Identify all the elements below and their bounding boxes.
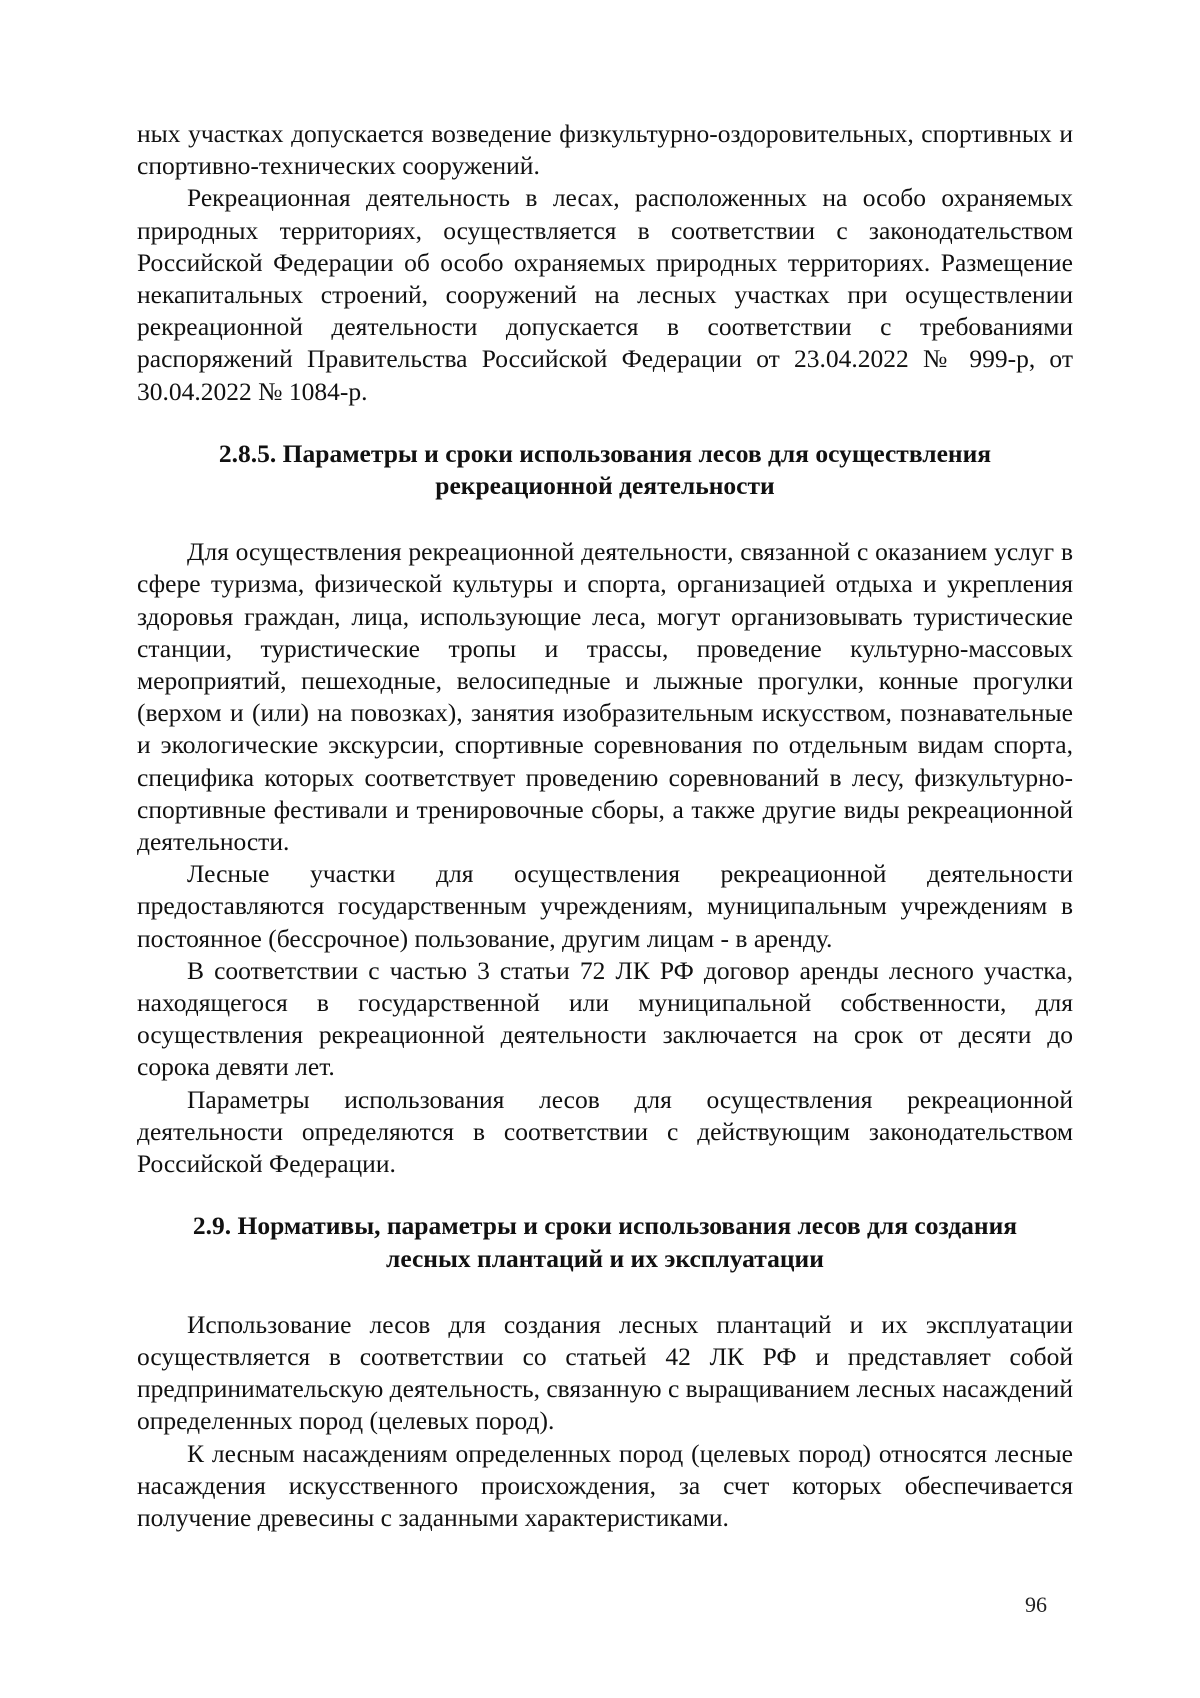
forest-plots-provision-paragraph: Лесные участки для осуществления рекреационной деятельности предоставляются государственным учреждениям, муниципальным учреждениям в постоянное (бессрочное) пользование, другим лицам - в аренду.	[137, 859, 1073, 953]
continued-paragraph: ных участках допускается возведение физкультурно-оздоровительных, спортивных и спортивно-технических сооружений.	[137, 119, 1073, 181]
recreation-activities-paragraph: Для осуществления рекреационной деятельности, связанной с оказанием услуг в сфере туризма, физической культуры и спорта, организацией отдыха и укрепления здоровья граждан, лица, использующие леса, могут организовывать туристические станции, туристические тропы и трассы, проведение культурно-массовых мероприятий, пешеходные, велосипедные и лыжные прогулки, конные прогулки (верхом и (или) на повозках), занятия изобразительным искусством, познавательные и экологические экскурсии, спортивные соревнования по отдельным видам спорта, специфика которых соответствует проведению соревнований в лесу, физкультурно-спортивные фестивали и тренировочные сборы, а также другие виды рекреационной деятельности.	[137, 537, 1073, 857]
section-2-8-5-heading: 2.8.5. Параметры и сроки использования лесов для осуществления рекреационной деятельности	[218, 438, 992, 501]
forest-plantations-paragraph: Использование лесов для создания лесных плантаций и их эксплуатации осуществляется в соответствии со статьей 42 ЛК РФ и представляет собой предпринимательскую деятельность, связанную с выращиванием лесных насаждений определенных пород (целевых пород).	[137, 1309, 1073, 1436]
lease-term-paragraph: В соответствии с частью 3 статьи 72 ЛК РФ договор аренды лесного участка, находящегося в государственной или муниципальной собственности, для осуществления рекреационной деятельности заключается на срок от десяти до сорока девяти лет.	[137, 955, 1073, 1082]
page-body	[137, 118, 1073, 1534]
usage-parameters-paragraph: Параметры использования лесов для осуществления рекреационной деятельности определяются в соответствии с действующим законодательством Российской Федерации.	[137, 1084, 1073, 1179]
section-2-9-heading: 2.9. Нормативы, параметры и сроки использования лесов для создания лесных плантаций и их эксплуатации	[192, 1211, 1018, 1273]
page-number: 96	[1025, 1592, 1047, 1617]
recreation-protected-areas-paragraph: Рекреационная деятельность в лесах, расположенных на особо охраняемых природных территориях, осуществляется в соответствии с законодательством Российской Федерации об особо охраняемых природных территориях. Размещение некапитальных строений, сооружений на лесных участках при осуществлении рекреационной деятельности допускается в соответствии с требованиями распоряжений Правительства Российской Федерации от 23.04.2022 № 999-р, от 30.04.2022 № 1084-р.	[137, 183, 1073, 406]
target-species-paragraph: К лесным насаждениям определенных пород (целевых пород) относятся лесные насаждения искусственного происхождения, за счет которых обеспечивается получение древесины с заданными характеристиками.	[137, 1438, 1073, 1532]
